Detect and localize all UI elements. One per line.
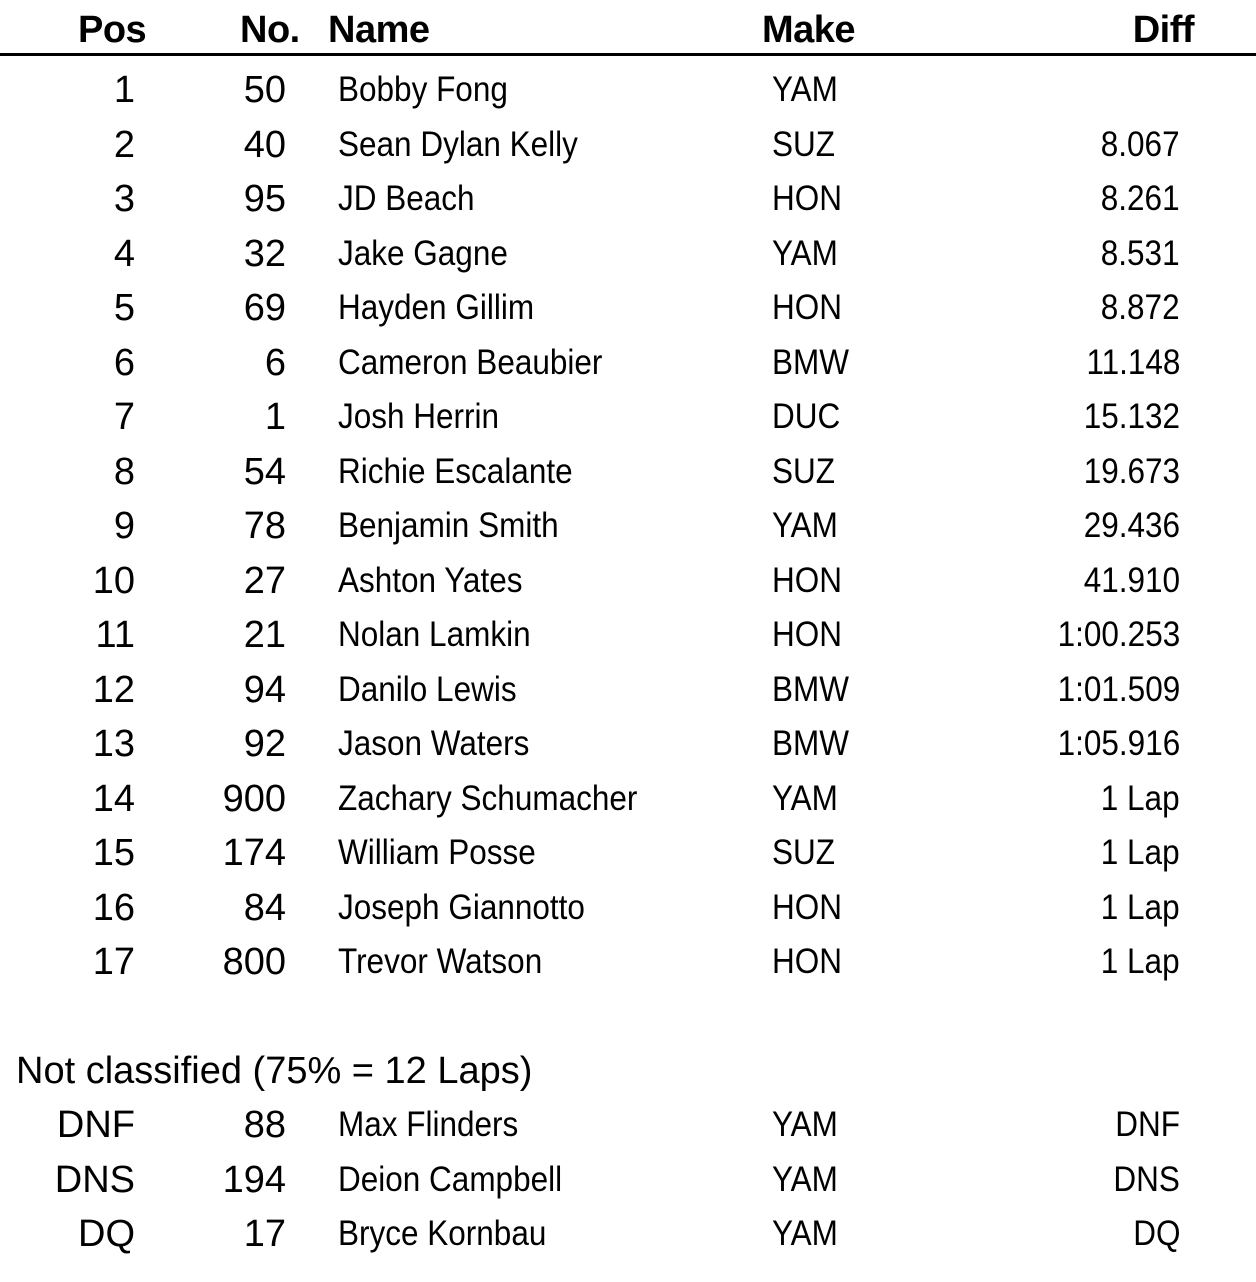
cell-name: Sean Dylan Kelly xyxy=(338,124,578,164)
cell-diff: 15.132 xyxy=(1083,397,1180,436)
table-row xyxy=(0,1098,1256,1152)
cell-no: 92 xyxy=(243,723,286,765)
cell-make: SUZ xyxy=(772,124,835,164)
cell-no: 194 xyxy=(222,1158,286,1201)
table-row xyxy=(0,826,1256,880)
cell-no: 95 xyxy=(243,178,286,220)
cell-diff: 1 Lap xyxy=(1101,887,1180,927)
table-row xyxy=(0,554,1256,608)
cell-make: YAM xyxy=(772,1159,838,1199)
cell-no: 800 xyxy=(222,941,286,983)
cell-diff: 11.148 xyxy=(1085,342,1180,382)
not-classified-title: Not classified (75% = 12 Laps) xyxy=(16,1050,533,1092)
cell-pos: 16 xyxy=(92,886,135,929)
cell-no: 27 xyxy=(243,559,286,602)
cell-no: 17 xyxy=(243,1213,286,1255)
cell-diff: 1 Lap xyxy=(1101,833,1180,872)
header-name: Name xyxy=(328,9,430,51)
cell-pos: 13 xyxy=(92,723,135,765)
cell-make: SUZ xyxy=(772,833,835,872)
header-pos: Pos xyxy=(78,9,147,51)
cell-make: HON xyxy=(772,560,843,600)
cell-no: 50 xyxy=(243,69,286,111)
table-row xyxy=(0,445,1256,499)
cell-diff: 41.910 xyxy=(1083,560,1180,600)
cell-pos: 15 xyxy=(92,832,135,874)
cell-make: HON xyxy=(772,942,843,981)
cell-diff: 8.261 xyxy=(1101,179,1180,218)
cell-name: Jake Gagne xyxy=(338,233,508,273)
cell-diff: 1:00.253 xyxy=(1057,615,1180,654)
cell-make: HON xyxy=(772,288,843,327)
table-row xyxy=(0,390,1256,444)
cell-pos: DQ xyxy=(78,1213,135,1255)
cell-name: Ashton Yates xyxy=(338,560,523,600)
cell-name: Cameron Beaubier xyxy=(338,342,603,382)
cell-no: 54 xyxy=(243,450,286,493)
cell-diff: DQ xyxy=(1132,1214,1180,1253)
cell-make: YAM xyxy=(772,778,838,818)
cell-no: 69 xyxy=(243,287,286,329)
cell-no: 1 xyxy=(264,396,286,438)
cell-name: Danilo Lewis xyxy=(338,669,517,709)
cell-name: Benjamin Smith xyxy=(338,506,559,545)
cell-make: HON xyxy=(772,887,843,927)
cell-name: Jason Waters xyxy=(338,724,530,763)
cell-name: Bryce Kornbau xyxy=(338,1214,547,1253)
table-row xyxy=(0,717,1256,771)
cell-make: HON xyxy=(772,179,843,218)
cell-diff: 1:05.916 xyxy=(1057,724,1180,763)
cell-name: Zachary Schumacher xyxy=(338,778,638,818)
table-row xyxy=(0,499,1256,553)
cell-pos: DNF xyxy=(56,1104,135,1146)
cell-make: YAM xyxy=(772,506,838,545)
cell-make: YAM xyxy=(772,70,838,109)
cell-name: Trevor Watson xyxy=(338,942,543,981)
cell-make: BMW xyxy=(772,342,849,382)
cell-pos: 7 xyxy=(113,396,135,438)
header-diff: Diff xyxy=(1132,9,1194,51)
cell-no: 84 xyxy=(243,886,286,929)
cell-pos: 14 xyxy=(92,777,135,820)
table-row xyxy=(0,281,1256,335)
table-row xyxy=(0,172,1256,226)
cell-pos: DNS xyxy=(54,1158,135,1201)
table-row xyxy=(0,118,1256,172)
cell-diff: 8.067 xyxy=(1101,124,1180,164)
cell-diff: 19.673 xyxy=(1083,451,1180,491)
cell-name: JD Beach xyxy=(338,179,475,218)
cell-make: YAM xyxy=(772,1214,838,1253)
table-row xyxy=(0,881,1256,935)
header-make: Make xyxy=(762,9,856,51)
cell-name: William Posse xyxy=(338,833,536,872)
cell-no: 32 xyxy=(243,232,286,275)
cell-make: BMW xyxy=(772,669,849,709)
table-row xyxy=(0,1207,1256,1261)
cell-pos: 11 xyxy=(95,614,135,656)
cell-pos: 5 xyxy=(113,287,135,329)
table-row xyxy=(0,935,1256,989)
table-row xyxy=(0,63,1256,117)
cell-name: Max Flinders xyxy=(338,1105,519,1144)
header-no: No. xyxy=(240,9,300,51)
cell-diff: 29.436 xyxy=(1083,506,1180,545)
cell-make: DUC xyxy=(772,397,841,436)
cell-make: BMW xyxy=(772,724,849,763)
cell-pos: 4 xyxy=(113,232,135,275)
cell-no: 78 xyxy=(243,505,286,547)
cell-diff: 1 Lap xyxy=(1101,778,1180,818)
cell-pos: 9 xyxy=(113,505,135,547)
cell-name: Deion Campbell xyxy=(338,1159,563,1199)
header-divider xyxy=(0,53,1256,56)
cell-no: 94 xyxy=(243,668,286,711)
cell-diff: 8.531 xyxy=(1101,233,1180,273)
cell-diff: DNS xyxy=(1113,1159,1180,1199)
cell-diff: 8.872 xyxy=(1101,288,1180,327)
cell-no: 900 xyxy=(222,777,286,820)
table-row xyxy=(0,608,1256,662)
cell-pos: 2 xyxy=(113,123,135,166)
table-row xyxy=(0,663,1256,717)
cell-diff: DNF xyxy=(1115,1105,1180,1144)
cell-diff: 1:01.509 xyxy=(1057,669,1180,709)
cell-make: YAM xyxy=(772,1105,838,1144)
table-row xyxy=(0,1153,1256,1207)
cell-no: 6 xyxy=(264,341,286,384)
cell-name: Nolan Lamkin xyxy=(338,615,531,654)
cell-pos: 3 xyxy=(113,178,135,220)
cell-no: 40 xyxy=(243,123,286,166)
cell-name: Joseph Giannotto xyxy=(338,887,585,927)
cell-pos: 17 xyxy=(92,941,135,983)
table-row xyxy=(0,227,1256,281)
cell-pos: 6 xyxy=(113,341,135,384)
cell-name: Josh Herrin xyxy=(338,397,500,436)
table-row xyxy=(0,336,1256,390)
cell-make: HON xyxy=(772,615,843,654)
table-row xyxy=(0,772,1256,826)
cell-pos: 1 xyxy=(113,69,135,111)
cell-no: 21 xyxy=(243,614,286,656)
cell-pos: 8 xyxy=(113,450,135,493)
cell-name: Richie Escalante xyxy=(338,451,573,491)
cell-make: YAM xyxy=(772,233,838,273)
cell-no: 88 xyxy=(243,1104,286,1146)
cell-no: 174 xyxy=(222,832,286,874)
cell-name: Bobby Fong xyxy=(338,70,508,109)
cell-pos: 12 xyxy=(92,668,135,711)
cell-name: Hayden Gillim xyxy=(338,288,535,327)
cell-diff: 1 Lap xyxy=(1101,942,1180,981)
cell-make: SUZ xyxy=(772,451,835,491)
cell-pos: 10 xyxy=(92,559,135,602)
